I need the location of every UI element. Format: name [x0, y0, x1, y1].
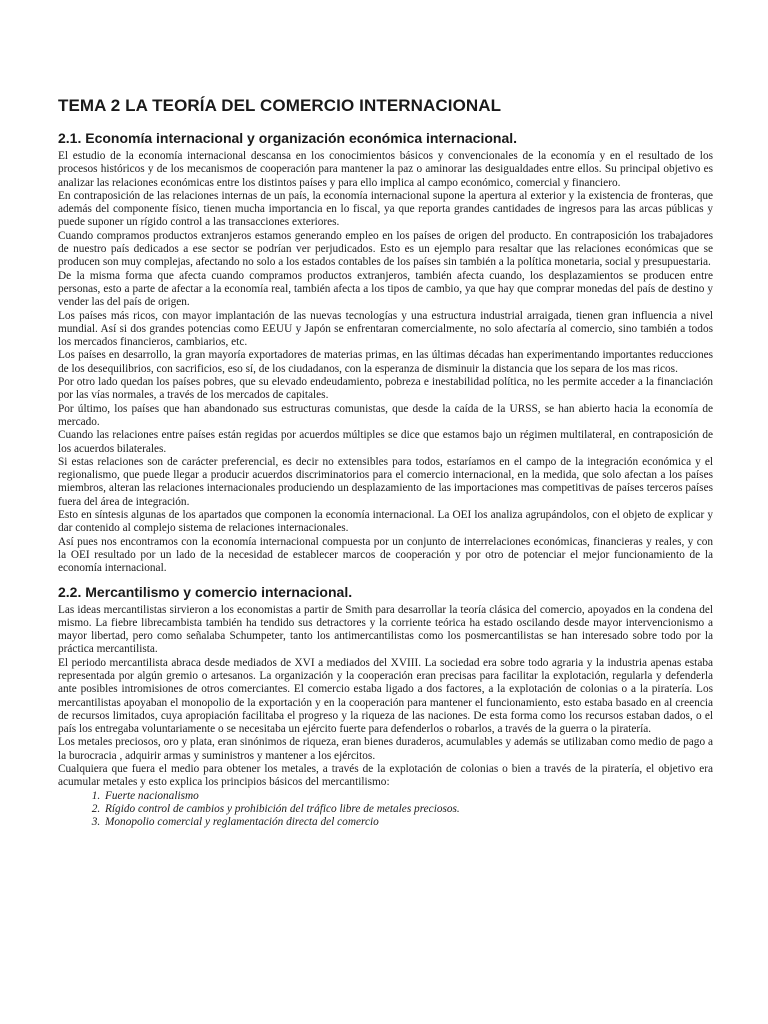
- section-heading: 2.2. Mercantilismo y comercio internacional.: [58, 583, 353, 600]
- paragraph: Si estas relaciones son de carácter preferencial, es decir no extensibles para todos, estaríamos en el campo de la integración económica y el regionalismo, que puede llegar a producir acuerdos discriminatorios para el comercio internacional, en la medida, que solo afectan a los países miembros, alteran las relaciones internacionales produciendo un desplazamiento de las importaciones mas competitivas de países terceros países fuera del área de integración.: [58, 455, 713, 508]
- paragraph: Los países más ricos, con mayor implantación de las nuevas tecnologías y una estructura industrial arraigada, tienen gran influencia a nivel mundial. Así si dos grandes potencias como EEUU y Japón se enfrentaran comercialmente, no solo afectaría al comercio, sino también a todos los mercados financieros, cambiarios, etc.: [58, 309, 713, 349]
- list-item: 3. Monopolio comercial y reglamentación directa del comercio: [103, 816, 713, 829]
- section-heading: 2.1. Economía internacional y organización económica internacional.: [58, 130, 518, 146]
- paragraph: El estudio de la economía internacional descansa en los conocimientos básicos y convencionales de la economía y en el resultado de los procesos históricos y de los mecanismos de cooperación para mantener la paz o aminorar las desigualdades entre ellos. Su principal objetivo es analizar las relaciones económicas entre los distintos países y para ello implica al campo económico, comercial y financiero.: [58, 150, 713, 189]
- paragraph: Las ideas mercantilistas sirvieron a los economistas a partir de Smith para desarrollar la teoría clásica del comercio, apoyados en la condena del mismo. La fiebre librecambista también ha tendido sus detractores y la corriente teórica ha estado oscilando desde mayor intervencionismo a mayor libertad, pero como señalaba Schumpeter, tanto los antimercantilistas como los posmercantilistas se han interesado sobre todo por la práctica mercantilista.: [58, 603, 713, 656]
- document-page: [58, 96, 713, 830]
- paragraph: Cuando compramos productos extranjeros estamos generando empleo en los países de origen del producto. En contraposición los trabajadores de nuestro país dedicados a ese sector se podrían ver perjudicados. Esto es un ejemplo para resaltar que las relaciones económicas que se producen son muy complejas, afectando no solo a los estados contables de los países sin también a la política monetaria, social y presupuestaria.: [58, 229, 713, 269]
- section-2-1: [58, 130, 713, 576]
- document-title: TEMA 2 LA TEORÍA DEL COMERCIO INTERNACIONAL: [58, 96, 502, 115]
- list-item: 1. Fuerte nacionalismo: [103, 790, 713, 803]
- paragraph: Por otro lado quedan los países pobres, que su elevado endeudamiento, pobreza e inestabilidad política, no les permite acceder a la financiación por las vías normales, a través de los mercados de capitales.: [58, 376, 713, 402]
- paragraph: Esto en síntesis algunas de los apartados que componen la economía internacional. La OEI los analiza agrupándolos, con el objeto de explicar y dar contenido al complejo sistema de relaciones internacionales.: [58, 509, 713, 535]
- paragraph: Los países en desarrollo, la gran mayoría exportadores de materias primas, en las últimas décadas han experimentando importantes reducciones de los desequilibrios, con sacrificios, eso sí, de los ciudadanos, con la esperanza de disminuir la distancia que los separa de los mas ricos.: [58, 349, 713, 375]
- paragraph: Cualquiera que fuera el medio para obtener los metales, a través de la explotación de colonias o bien a través de la piratería, el objetivo era acumular metales y esto explica los principios básicos del mercantilismo:: [58, 763, 713, 789]
- paragraph: De la misma forma que afecta cuando compramos productos extranjeros, también afecta cuando, los desplazamientos se producen entre personas, esto a parte de afectar a la economía real, también afecta a los tipos de cambio, ya que hay que comprar monedas del país de destino y vender las del país de origen.: [58, 269, 713, 309]
- list-item: 2. Rígido control de cambios y prohibición del tráfico libre de metales preciosos.: [103, 803, 713, 816]
- paragraph: Por último, los países que han abandonado sus estructuras comunistas, que desde la caída de la URSS, se han abierto hacia la economía de mercado.: [58, 402, 713, 428]
- paragraph: Los metales preciosos, oro y plata, eran sinónimos de riqueza, eran bienes duraderos, acumulables y además se utilizaban como medio de pago a la burocracia , adquirir armas y suministros y mantener a los ejércitos.: [58, 736, 713, 762]
- paragraph: Así pues nos encontramos con la economía internacional compuesta por un conjunto de interrelaciones económicas, financieras y reales, y con la OEI resultado por un lado de la necesidad de establecer marcos de cooperación y por otro de potenciar el mejor funcionamiento de la economía internacional.: [58, 535, 713, 575]
- paragraph: En contraposición de las relaciones internas de un país, la economía internacional supone la apertura al exterior y la existencia de fronteras, que además del componente físico, tienen mucha importancia en lo fiscal, ya que reporta grandes cantidades de ingresos para las arcas públicas y puede suponer un rígido control a las transacciones exteriores.: [58, 189, 713, 229]
- paragraph: Cuando las relaciones entre países están regidas por acuerdos múltiples se dice que estamos bajo un régimen multilateral, en contraposición de los acuerdos bilaterales.: [58, 429, 713, 455]
- paragraph: El periodo mercantilista abraca desde mediados de XVI a mediados del XVIII. La sociedad era sobre todo agraria y la industria apenas estaba representada por algún gremio o artesanos. La organización y la cooperación eran precisas para facilitar la explotación, regularla y defenderla ante posibles intromisiones de otros comerciantes. El comercio estaba ligado a dos factores, a la explotación de colonias o a la piratería. Los mercantilistas apoyaban el monopolio de la exportación y en la cooperación para mantener el funcionamiento, esto estaba basado en al creencia de recursos limitados, cuya apropiación facilitaba el progreso y la riqueza de las naciones. De esta forma como los recursos estaban dados, o el país los entregaba voluntariamente o se necesitaba un ejército fuerte para defenderlos o robarlos, a través de la guerra o la piratería.: [58, 656, 713, 736]
- section-2-2: [58, 584, 713, 830]
- principles-list: [58, 790, 713, 830]
